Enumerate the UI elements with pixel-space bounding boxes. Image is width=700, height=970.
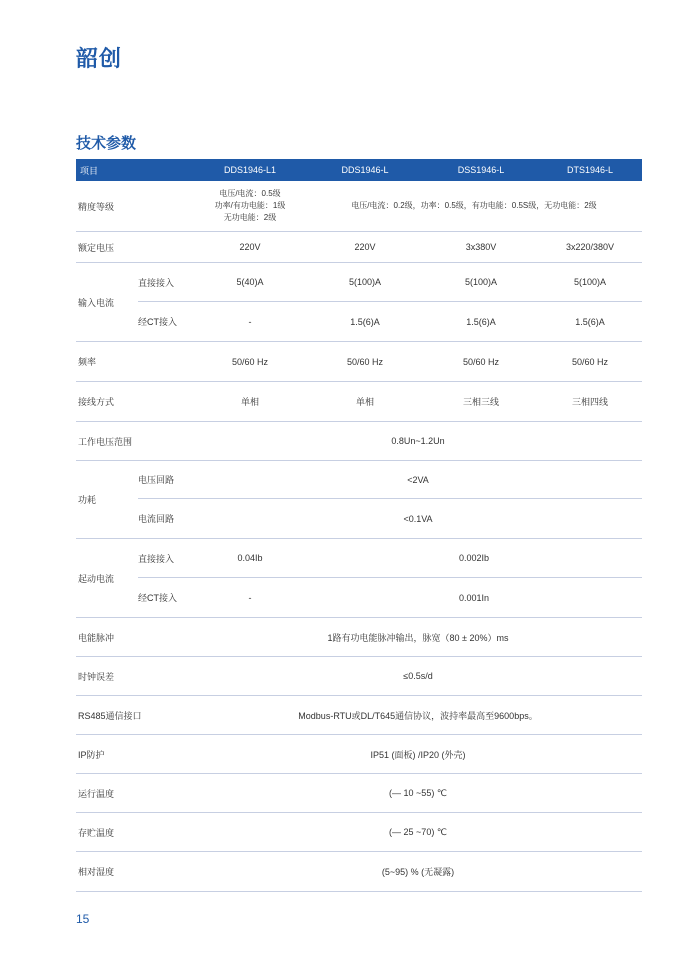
table-cell: (5~95) % (无凝露) — [381, 867, 455, 877]
header-dds1946-l: DDS1946-L — [341, 165, 389, 175]
table-cell: 单相 — [355, 397, 374, 407]
page-number: 15 — [76, 912, 90, 926]
header-dts1946-l: DTS1946-L — [566, 165, 614, 175]
row-power-consumption — [76, 461, 642, 539]
row-label: 电能脉冲 — [78, 632, 115, 643]
table-cell: 3x220/380V — [565, 242, 615, 252]
row-label: RS485通信接口 — [78, 710, 142, 721]
table-cell: <2VA — [407, 474, 429, 485]
sub-label: 直接接入 — [138, 277, 175, 288]
table-cell: 50/60 Hz — [346, 356, 384, 367]
row-label: 接线方式 — [78, 397, 115, 407]
table-cell: ≤0.5s/d — [403, 671, 433, 681]
row-label: 频率 — [78, 357, 97, 367]
table-cell: 50/60 Hz — [462, 356, 500, 367]
table-cell: 1.5(6)A — [575, 316, 605, 327]
table-cell: IP51 (面板) /IP20 (外壳) — [370, 749, 466, 760]
table-cell: 0.002Ib — [458, 553, 490, 563]
row-clock-error — [76, 657, 642, 696]
row-working-voltage — [76, 422, 642, 461]
brand-title: 韶创 — [76, 46, 123, 71]
table-cell: 1.5(6)A — [350, 316, 380, 327]
table-cell: <0.1VA — [403, 513, 433, 524]
table-cell: 单相 — [240, 397, 259, 407]
table-cell: 5(100)A — [348, 277, 382, 287]
spec-table — [76, 159, 642, 892]
row-label: 输入电流 — [78, 297, 115, 308]
row-starting-current — [76, 539, 642, 618]
row-label: 存贮温度 — [78, 827, 115, 838]
header-item: 项目 — [80, 165, 99, 176]
table-cell: 5(100)A — [464, 277, 498, 287]
table-cell: 220V — [354, 242, 376, 252]
sub-label: 经CT接入 — [138, 317, 177, 327]
row-wiring — [76, 382, 642, 422]
table-cell: 1.5(6)A — [466, 316, 496, 327]
row-operating-temp — [76, 774, 642, 813]
table-cell: 5(40)A — [236, 277, 264, 287]
sub-label: 经CT接入 — [138, 593, 177, 603]
table-cell: - — [248, 592, 252, 603]
table-cell: 1路有功电能脉冲输出，脉宽（80 ± 20%）ms — [327, 632, 509, 643]
row-label: 起动电流 — [78, 573, 115, 584]
table-cell: 3x380V — [465, 242, 497, 252]
row-rated-voltage — [76, 232, 642, 263]
row-humidity — [76, 852, 642, 892]
row-label: 精度等级 — [78, 201, 115, 212]
row-label: 额定电压 — [78, 242, 115, 253]
row-label: 工作电压范围 — [78, 436, 133, 447]
section-title: 技术参数 — [76, 135, 137, 152]
row-rs485 — [76, 696, 642, 735]
sub-label: 直接接入 — [138, 553, 175, 564]
table-header — [76, 159, 642, 181]
table-cell: 0.001In — [458, 592, 490, 603]
table-cell: (— 10 ~55) ℃ — [389, 787, 447, 798]
precision-l1: 电压/电流：0.5级 功率/有功电能：1级 无功电能：2级 — [214, 189, 286, 222]
row-input-current — [76, 263, 642, 342]
table-cell: 0.8Un~1.2Un — [391, 436, 445, 446]
row-storage-temp — [76, 813, 642, 852]
table-cell: 50/60 Hz — [571, 356, 609, 367]
table-cell: 5(100)A — [573, 277, 607, 287]
header-dss1946-l: DSS1946-L — [457, 165, 505, 175]
table-cell: 三相四线 — [571, 397, 608, 407]
row-frequency — [76, 342, 642, 382]
table-cell: (— 25 ~70) ℃ — [389, 826, 447, 837]
row-precision — [76, 181, 642, 232]
table-cell: 220V — [239, 242, 261, 252]
row-energy-pulse — [76, 618, 642, 657]
table-cell: 三相三线 — [462, 397, 499, 407]
row-label: 功耗 — [78, 495, 97, 505]
table-cell: - — [248, 316, 252, 327]
row-label: 时钟误差 — [78, 671, 115, 682]
header-dds1946-l1: DDS1946-L1 — [223, 165, 277, 175]
table-cell: 0.04Ib — [237, 553, 263, 563]
sub-label: 电流回路 — [138, 514, 175, 524]
row-ip-protection — [76, 735, 642, 774]
sub-label: 电压回路 — [138, 475, 175, 485]
table-cell: 50/60 Hz — [231, 356, 269, 367]
row-label: IP防护 — [78, 749, 105, 760]
table-cell: Modbus-RTU或DL/T645通信协议，波持率最高至9600bps。 — [298, 710, 538, 721]
precision-others: 电压/电流：0.2级，功率：0.5级，有功电能：0.5S级，无功电能：2级 — [351, 201, 597, 210]
row-label: 相对湿度 — [78, 867, 115, 877]
row-label: 运行温度 — [78, 788, 115, 799]
